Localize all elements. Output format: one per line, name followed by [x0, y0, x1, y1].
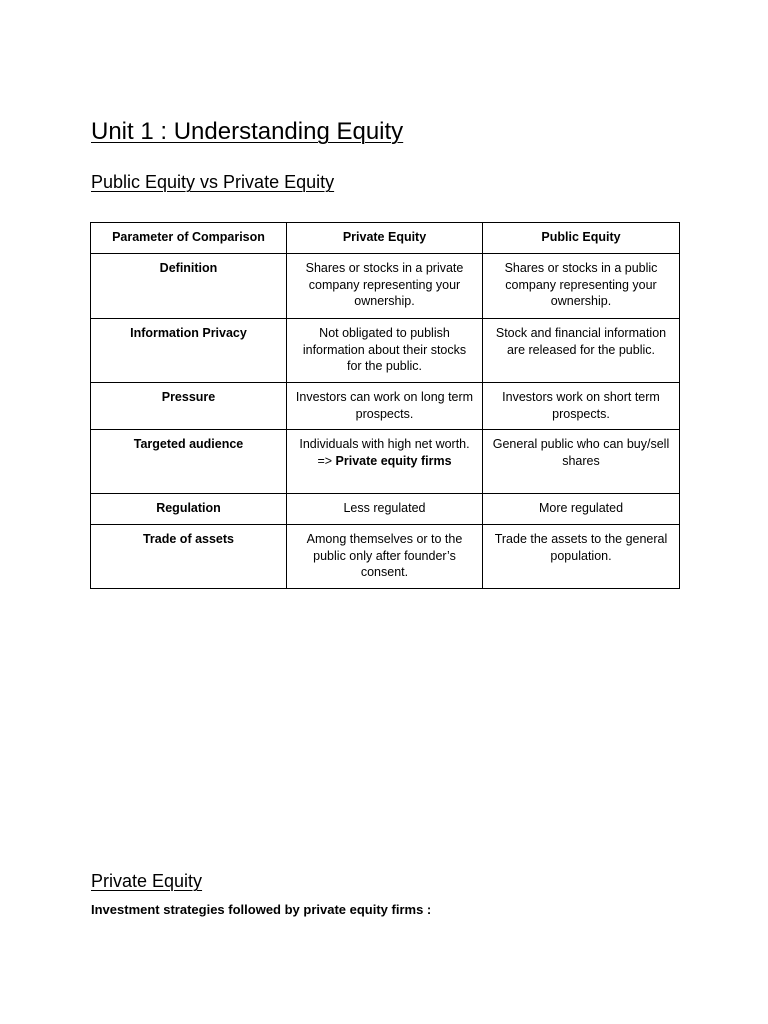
public-cell: General public who can buy/sell shares	[483, 430, 680, 494]
table-row	[91, 254, 680, 319]
parameter-cell: Pressure	[91, 383, 287, 430]
table-row	[91, 494, 680, 525]
table-row	[91, 525, 680, 589]
private-cell-bold-text: Private equity firms	[335, 453, 452, 468]
table-row	[91, 430, 680, 494]
private-cell: Shares or stocks in a private company representing your ownership.	[287, 254, 483, 319]
parameter-cell: Regulation	[91, 494, 287, 525]
section-heading-private-equity: Private Equity	[91, 871, 203, 891]
parameter-cell: Trade of assets	[91, 525, 287, 589]
section-heading-public-vs-private: Public Equity vs Private Equity	[91, 172, 335, 192]
header-public-equity: Public Equity	[483, 223, 680, 254]
investment-strategies-subheading: Investment strategies followed by private equity firms :	[91, 902, 432, 917]
public-cell: Shares or stocks in a public company representing your ownership.	[483, 254, 680, 319]
parameter-cell: Targeted audience	[91, 430, 287, 494]
parameter-cell: Information Privacy	[91, 319, 287, 383]
header-parameter: Parameter of Comparison	[91, 223, 287, 254]
public-cell: Stock and financial information are released for the public.	[483, 319, 680, 383]
public-cell: More regulated	[483, 494, 680, 525]
private-cell: Not obligated to publish information about their stocks for the public.	[287, 319, 483, 383]
comparison-table	[90, 222, 680, 589]
private-cell: Among themselves or to the public only after founder’s consent.	[287, 525, 483, 589]
page-title: Unit 1 : Understanding Equity	[91, 118, 404, 145]
header-private-equity: Private Equity	[287, 223, 483, 254]
private-cell: Investors can work on long term prospects.	[287, 383, 483, 430]
private-cell-text: Individuals with high net worth. =>	[299, 437, 470, 468]
private-cell	[287, 430, 483, 494]
table-row	[91, 319, 680, 383]
table-header-row	[91, 223, 680, 254]
public-cell: Trade the assets to the general population.	[483, 525, 680, 589]
parameter-cell: Definition	[91, 254, 287, 319]
private-cell: Less regulated	[287, 494, 483, 525]
public-cell: Investors work on short term prospects.	[483, 383, 680, 430]
table-row	[91, 383, 680, 430]
